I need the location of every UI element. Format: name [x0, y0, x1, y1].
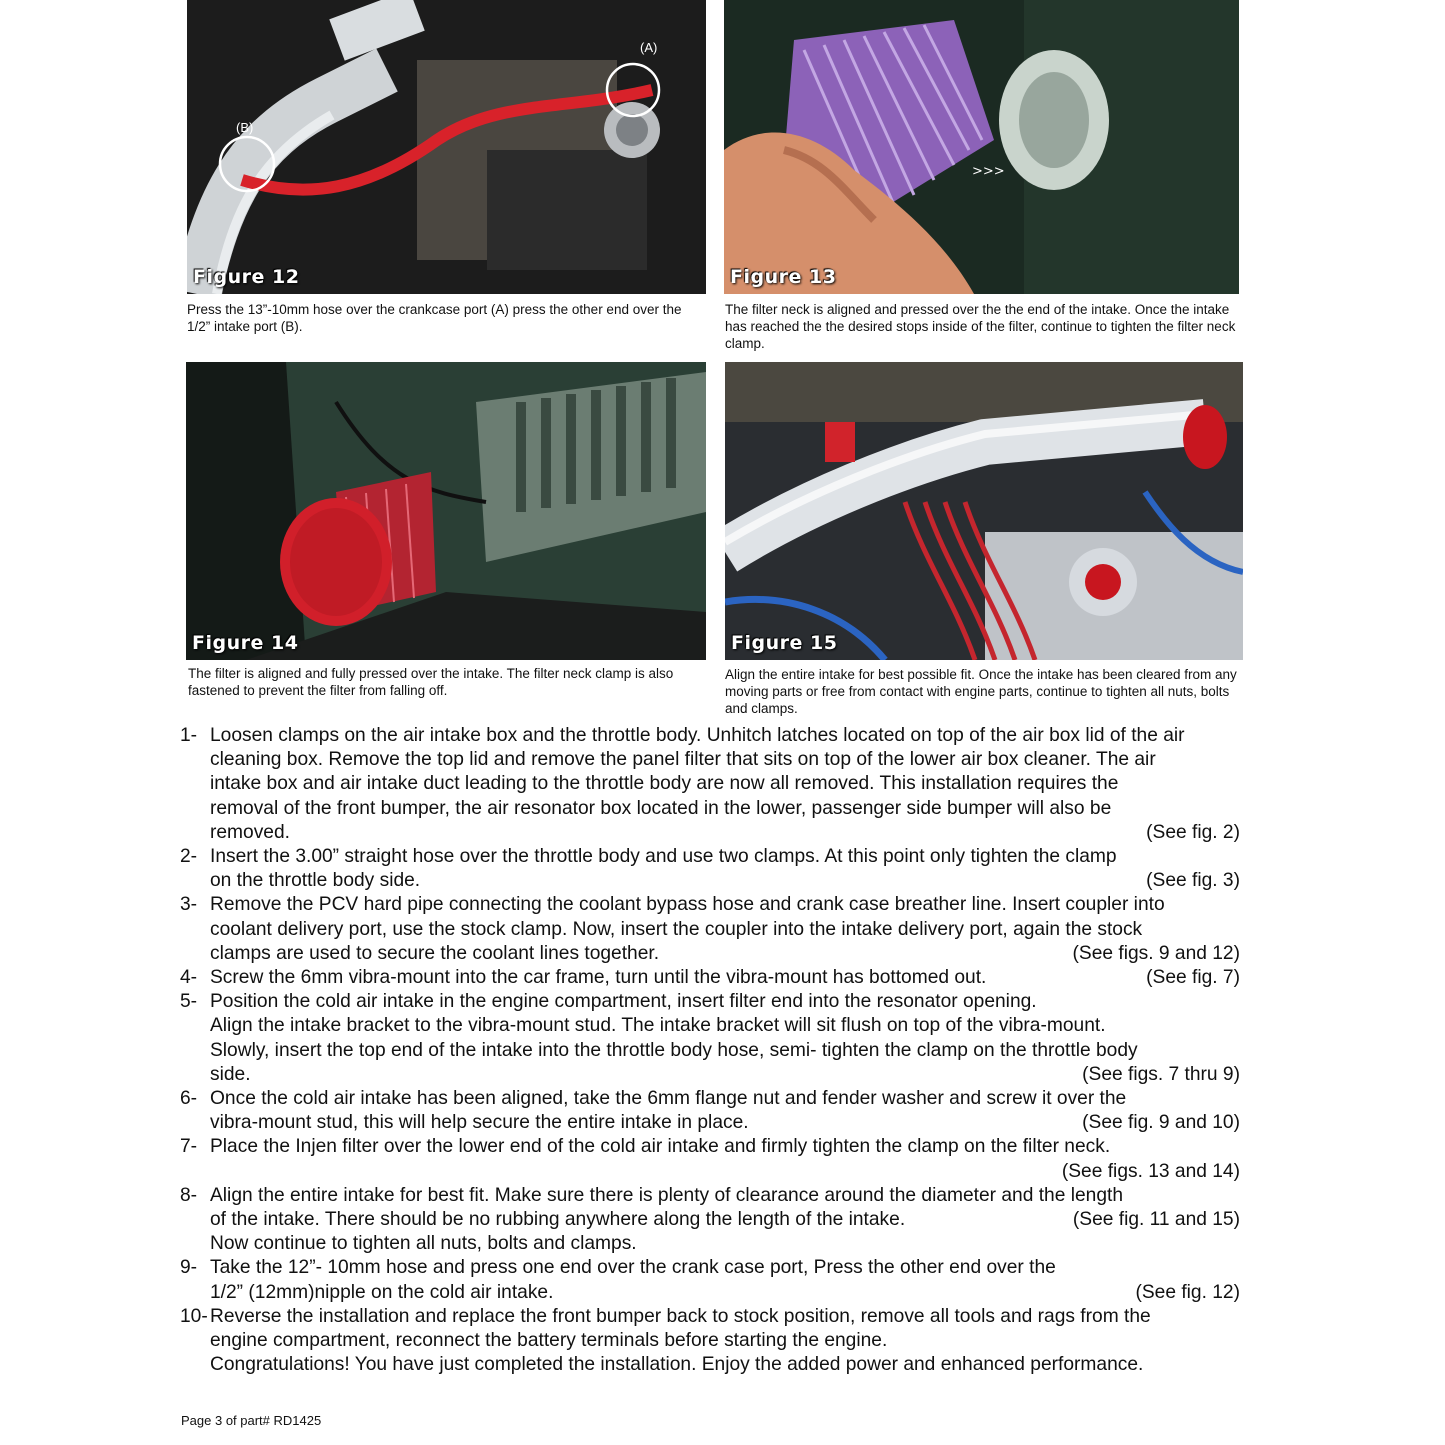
figure-label: Figure 13	[730, 266, 837, 288]
figure-13-caption: The filter neck is aligned and pressed over the the end of the intake. Once the intake has reached the the desired stops inside of the filter, continue to tighten the filter neck clamp.	[725, 302, 1236, 351]
step-text: Loosen clamps on the air intake box and the throttle body. Unhitch latches located on top of the air box lid of the air	[210, 725, 1185, 746]
step-line	[210, 869, 1260, 893]
step-text: on the throttle body side.	[210, 870, 421, 892]
step-line	[210, 748, 1260, 772]
step-text: Slowly, insert the top end of the intake into the throttle body hose, semi- tighten the clamp on the throttle body	[210, 1039, 1138, 1061]
step-text: Align the entire intake for best fit. Make sure there is plenty of clearance around the diameter and the length	[210, 1184, 1124, 1206]
marker-b: (B)	[236, 120, 254, 135]
figure-reference: (See fig. 2)	[1146, 821, 1240, 843]
step-number: 5-	[180, 991, 198, 1013]
step-7	[180, 1135, 1260, 1183]
step-text: vibra-mount stud, this will help secure the entire intake in place.	[210, 1112, 749, 1134]
step-line	[210, 1281, 1260, 1305]
step-text: Remove the PCV hard pipe connecting the coolant bypass hose and crank case breather line. Insert coupler into	[210, 894, 1165, 916]
step-text: of the intake. There should be no rubbing anywhere along the length of the intake.	[210, 1209, 906, 1231]
step-number: 2-	[180, 846, 198, 868]
figure-reference: (See figs. 7 thru 9)	[1082, 1063, 1240, 1085]
step-2	[180, 845, 1260, 893]
step-4	[180, 966, 1260, 990]
step-number: 3-	[180, 894, 198, 916]
step-line	[210, 893, 1260, 917]
step-line	[210, 1329, 1260, 1353]
step-line	[210, 1014, 1260, 1038]
completed-intake-illustration	[725, 362, 1243, 660]
figure-label: Figure 12	[193, 266, 300, 288]
figure-reference: (See fig. 3)	[1146, 870, 1240, 892]
step-line	[210, 797, 1260, 821]
step-line	[210, 942, 1260, 966]
figure-label: Figure 14	[192, 632, 299, 654]
figure-reference: (See fig. 9 and 10)	[1082, 1112, 1240, 1134]
step-line	[210, 1039, 1260, 1063]
figure-reference: (See figs. 13 and 14)	[1061, 1160, 1240, 1182]
figure-14-caption: The filter is aligned and fully pressed over the intake. The filter neck clamp is also fastened to prevent the filter from falling off.	[188, 666, 674, 698]
step-line	[210, 1353, 1260, 1377]
step-text: cleaning box. Remove the top lid and remove the panel filter that sits on top of the lower air box cleaner. The air	[210, 749, 1156, 771]
engine-bay-illustration	[187, 0, 706, 294]
figure-15-caption: Align the entire intake for best possible fit. Once the intake has been cleared from any moving parts or free from contact with engine parts, continue to tighten all nuts, bolts and clamps.	[725, 667, 1237, 716]
step-text: removed.	[210, 821, 290, 843]
step-text: Align the intake bracket to the vibra-mount stud. The intake bracket will sit flush on top of the vibra-mount.	[210, 1015, 1106, 1037]
step-line	[210, 1256, 1260, 1280]
instruction-steps	[180, 724, 1260, 1377]
step-line	[210, 966, 1260, 990]
figure-reference: (See fig. 11 and 15)	[1072, 1209, 1240, 1231]
step-line	[210, 1305, 1260, 1329]
step-9	[180, 1256, 1260, 1304]
step-line	[210, 1208, 1260, 1232]
step-text: Place the Injen filter over the lower end of the cold air intake and firmly tighten the clamp on the filter neck.	[210, 1136, 1111, 1158]
figure-12-caption: Press the 13”-10mm hose over the crankcase port (A) press the other end over the 1/2” intake port (B).	[187, 302, 682, 334]
marker-a: (A)	[640, 40, 658, 55]
step-number: 9-	[180, 1257, 198, 1279]
step-line	[210, 1111, 1260, 1135]
figure-reference: (See figs. 9 and 12)	[1072, 942, 1240, 964]
step-number: 8-	[180, 1184, 198, 1206]
step-text: coolant delivery port, use the stock clamp. Now, insert the coupler into the intake delivery port, again the stock	[210, 918, 1143, 940]
svg-text:>>>: >>>	[972, 164, 1005, 179]
step-8	[180, 1184, 1260, 1257]
step-text: intake box and air intake duct leading to the throttle body are now all removed. This installation requires the	[210, 773, 1119, 795]
step-text: Position the cold air intake in the engine compartment, insert filter end into the resonator opening.	[210, 991, 1037, 1013]
step-6	[180, 1087, 1260, 1135]
step-line	[210, 772, 1260, 796]
step-text: engine compartment, reconnect the battery terminals before starting the engine.	[210, 1330, 888, 1352]
step-1	[180, 724, 1260, 845]
step-text: Now continue to tighten all nuts, bolts and clamps.	[210, 1233, 637, 1255]
step-text: clamps are used to secure the coolant lines together.	[210, 942, 660, 964]
step-line	[210, 1063, 1260, 1087]
step-text: side.	[210, 1063, 251, 1085]
step-text: Take the 12”- 10mm hose and press one end over the crank case port, Press the other end over the	[210, 1257, 1056, 1279]
step-text: removal of the front bumper, the air resonator box located in the lower, passenger side bumper will also be	[210, 797, 1112, 819]
figure-15-photo	[725, 362, 1243, 660]
installed-filter-illustration	[186, 362, 706, 660]
step-5	[180, 990, 1260, 1087]
step-text: Reverse the installation and replace the front bumper back to stock position, remove all tools and rags from the	[210, 1305, 1151, 1327]
figure-reference: (See fig. 12)	[1135, 1281, 1240, 1303]
step-3	[180, 893, 1260, 966]
step-number: 7-	[180, 1136, 198, 1158]
step-line	[210, 918, 1260, 942]
figure-13-photo	[724, 0, 1239, 294]
filter-illustration	[724, 0, 1239, 294]
step-line	[210, 1184, 1260, 1208]
step-text: 1/2” (12mm)nipple on the cold air intake.	[210, 1281, 554, 1303]
figure-12-photo	[187, 0, 706, 294]
step-text: Once the cold air intake has been aligned, take the 6mm flange nut and fender washer and screw it over the	[210, 1088, 1127, 1110]
step-10	[180, 1305, 1260, 1378]
figure-14-photo	[186, 362, 706, 660]
step-number: 4-	[180, 967, 198, 989]
step-line	[210, 724, 1260, 748]
step-line	[210, 1135, 1260, 1159]
step-number: 6-	[180, 1088, 198, 1110]
figure-reference: (See fig. 7)	[1146, 967, 1240, 989]
step-line	[210, 1087, 1260, 1111]
figure-label: Figure 15	[731, 632, 838, 654]
page-footer: Page 3 of part# RD1425	[181, 1413, 322, 1428]
step-number: 1-	[180, 725, 198, 746]
step-line	[210, 821, 1260, 845]
step-text: Insert the 3.00” straight hose over the throttle body and use two clamps. At this point only tighten the clamp	[210, 846, 1117, 868]
step-line	[210, 990, 1260, 1014]
step-text: Screw the 6mm vibra-mount into the car frame, turn until the vibra-mount has bottomed out.	[210, 967, 987, 989]
step-number: 10-	[180, 1305, 208, 1327]
step-text: Congratulations! You have just completed the installation. Enjoy the added power and enhanced performance.	[210, 1354, 1144, 1376]
step-line	[210, 845, 1260, 869]
